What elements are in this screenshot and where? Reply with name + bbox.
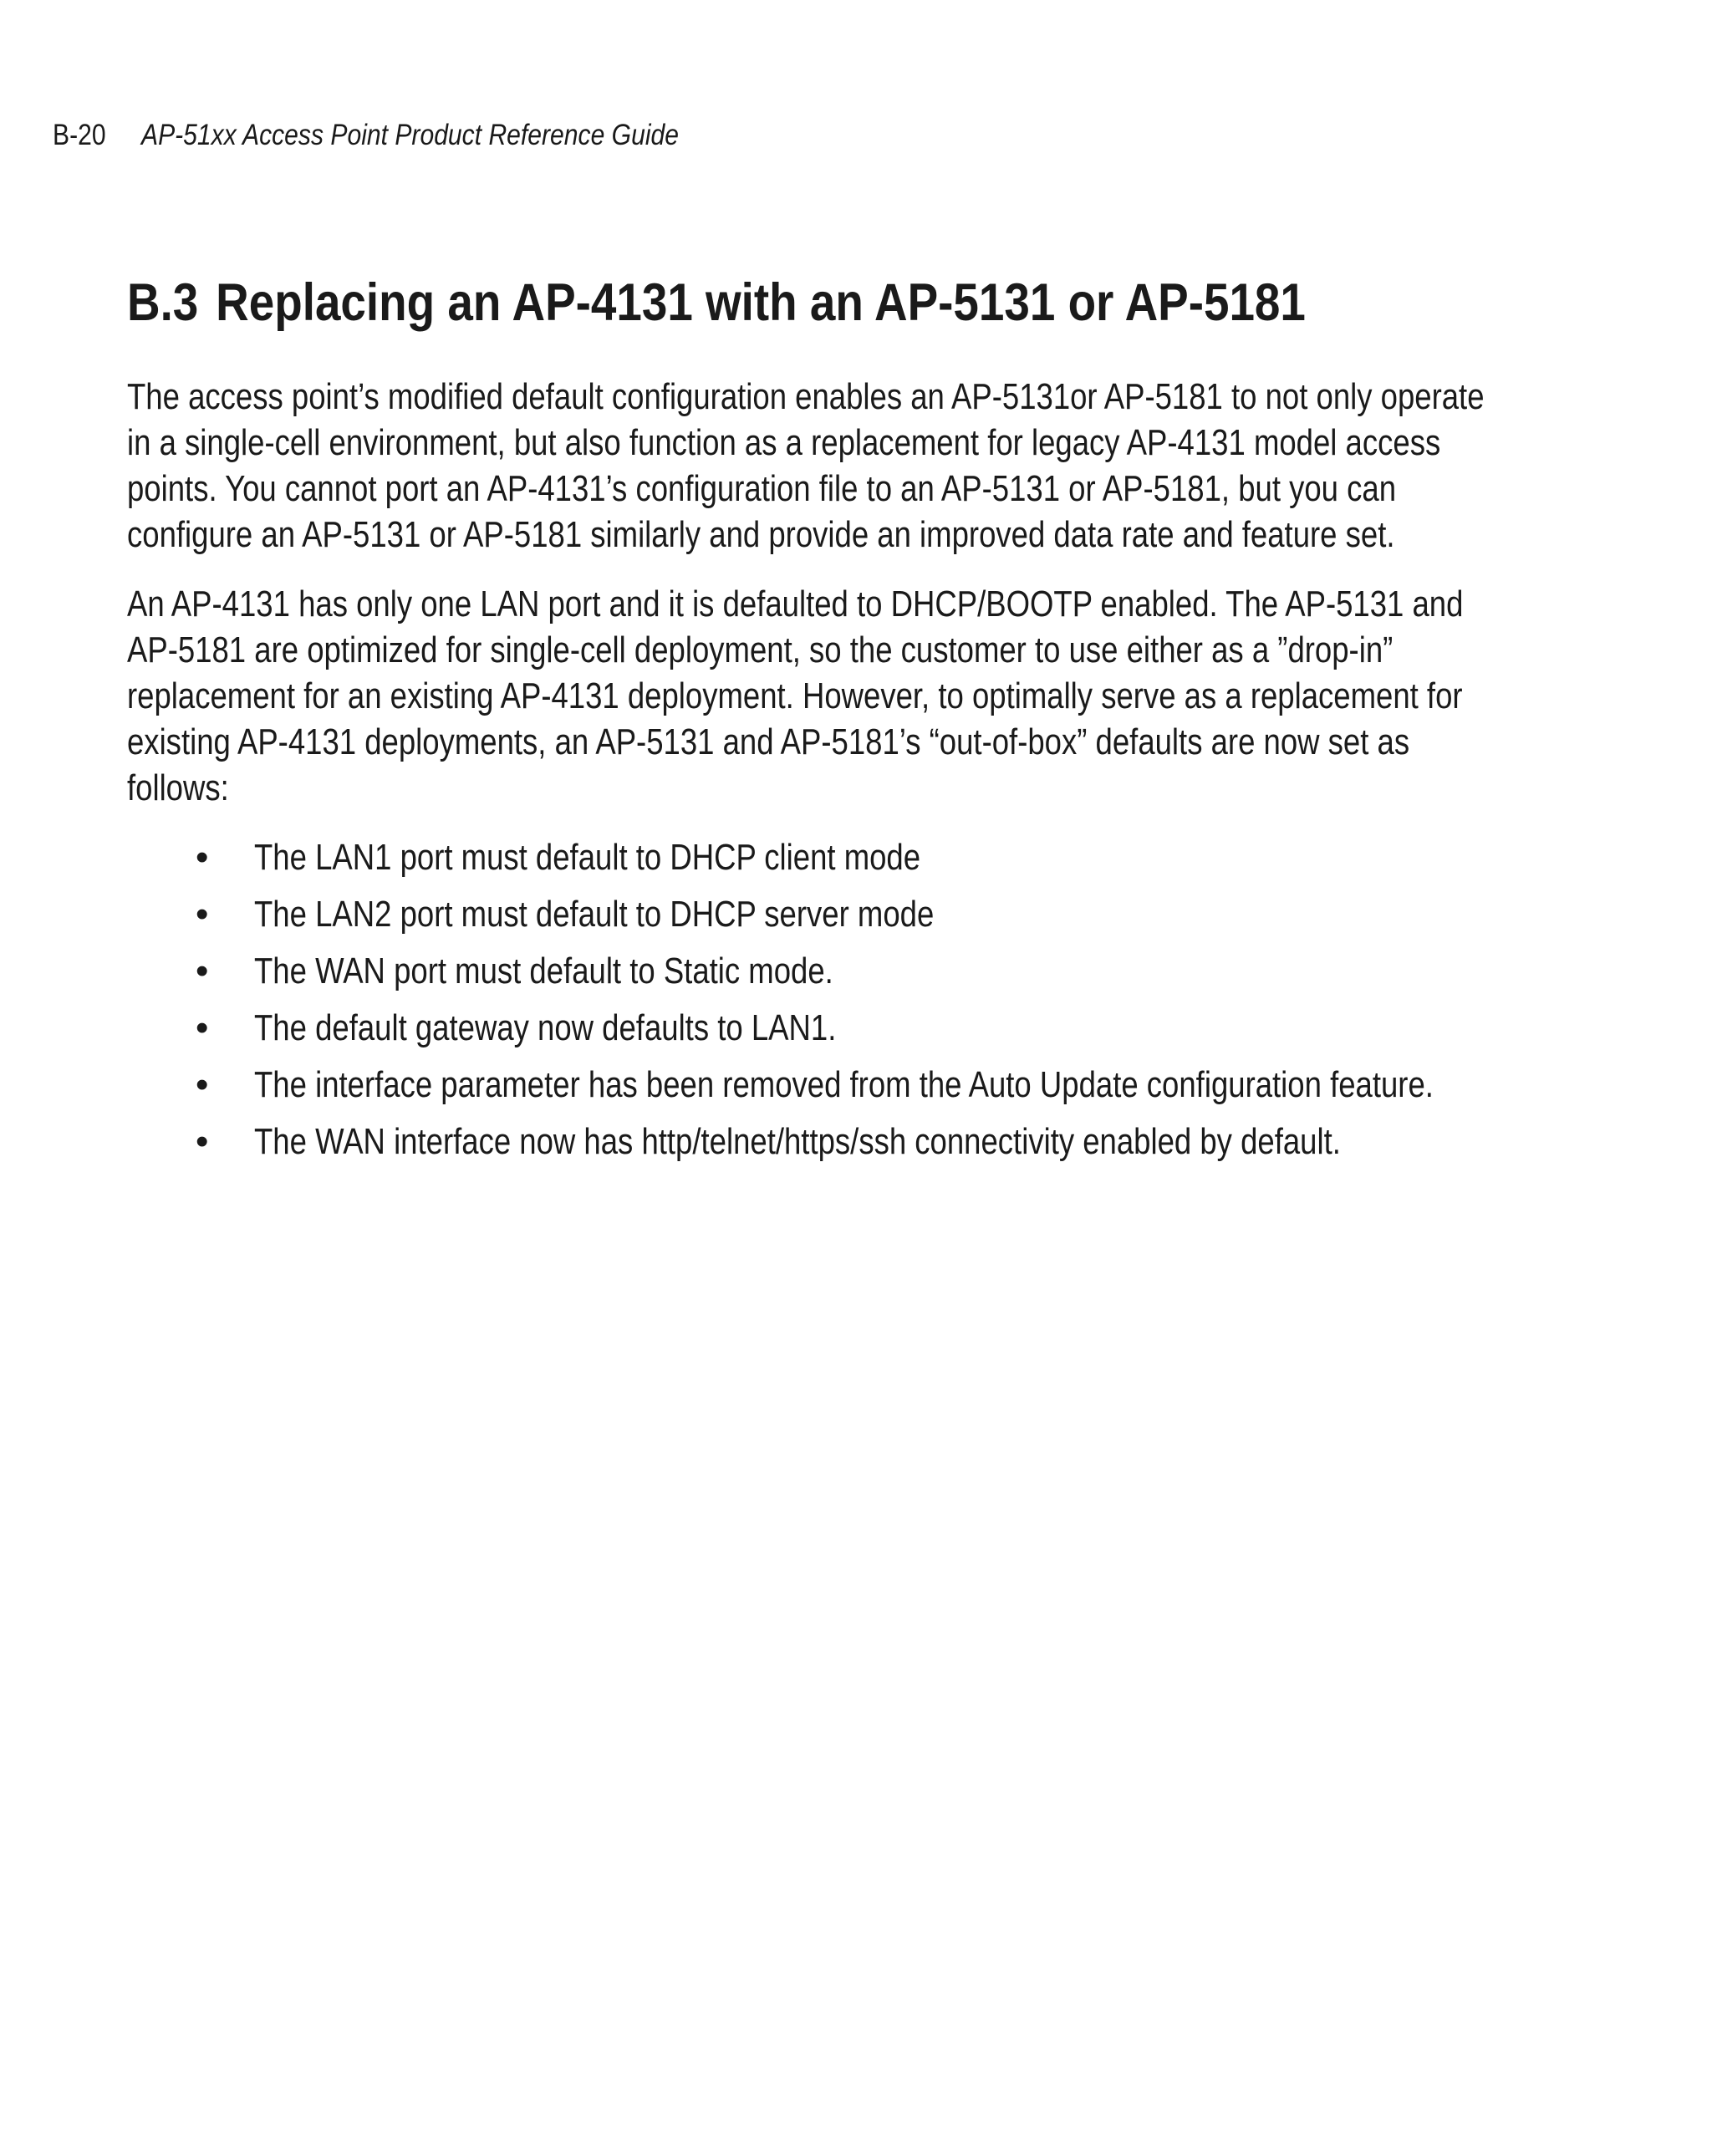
bullet-icon: •	[196, 837, 209, 878]
bullet-text: The interface parameter has been removed from the Auto Update configuration feature.	[254, 1064, 1434, 1105]
page-number: B-20	[53, 119, 106, 151]
list-item	[127, 1119, 1531, 1165]
paragraph-line: AP-5181 are optimized for single-cell deployment, so the customer to use either as a ”drop-in”	[127, 629, 1394, 670]
bullet-icon: •	[196, 1064, 209, 1105]
paragraph-line: The access point’s modified default configuration enables an AP-5131or AP-5181 to not only operate	[127, 376, 1485, 417]
bullet-text: The WAN port must default to Static mode.	[254, 951, 833, 991]
paragraph-gap	[127, 811, 1531, 834]
body-text	[127, 374, 1531, 1175]
paragraph-line: in a single-cell environment, but also function as a replacement for legacy AP-4131 model access	[127, 422, 1441, 463]
list-item	[127, 948, 1531, 994]
paragraph-gap	[127, 558, 1531, 581]
section-title: Replacing an AP-4131 with an AP-5131 or AP-5181	[216, 273, 1306, 332]
paragraph-intro	[127, 374, 1531, 558]
bullet-text: The LAN2 port must default to DHCP server mode	[254, 894, 935, 935]
guide-title: AP-51xx Access Point Product Reference Guide	[140, 119, 679, 151]
paragraph-line: replacement for an existing AP-4131 deployment. However, to optimally serve as a replacement for	[127, 675, 1463, 716]
section-number: B.3	[127, 273, 199, 332]
defaults-bullet-list	[127, 834, 1531, 1165]
paragraph-line: configure an AP-5131 or AP-5181 similarly and provide an improved data rate and feature set.	[127, 514, 1395, 555]
bullet-text: The default gateway now defaults to LAN1.	[254, 1007, 837, 1048]
list-item	[127, 834, 1531, 880]
bullet-icon: •	[196, 1121, 209, 1162]
paragraph-line: An AP-4131 has only one LAN port and it is defaulted to DHCP/BOOTP enabled. The AP-5131 and	[127, 584, 1464, 624]
list-item	[127, 891, 1531, 937]
paragraph-line: points. You cannot port an AP-4131’s configuration file to an AP-5131 or AP-5181, but you can	[127, 468, 1397, 509]
paragraph-defaults	[127, 581, 1531, 811]
bullet-icon: •	[196, 951, 209, 991]
list-item	[127, 1005, 1531, 1051]
paragraph-line: follows:	[127, 767, 229, 808]
list-item	[127, 1062, 1531, 1108]
bullet-icon: •	[196, 1007, 209, 1048]
bullet-text: The WAN interface now has http/telnet/https/ssh connectivity enabled by default.	[254, 1121, 1341, 1162]
section-heading	[127, 269, 1306, 336]
running-header	[53, 117, 767, 154]
paragraph-line: existing AP-4131 deployments, an AP-5131 and AP-5181’s “out-of-box” defaults are now set as	[127, 721, 1410, 762]
bullet-text: The LAN1 port must default to DHCP client mode	[254, 837, 921, 878]
bullet-icon: •	[196, 894, 209, 935]
